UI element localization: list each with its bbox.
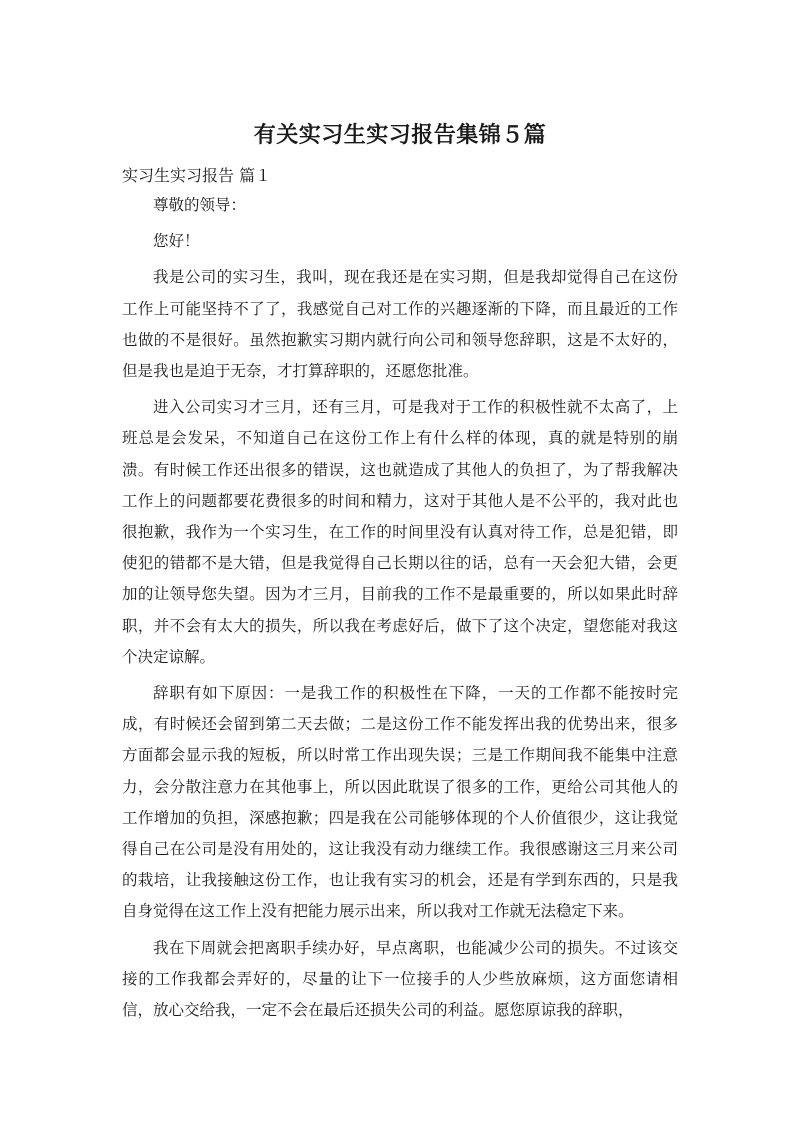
section-heading: 实习生实习报告 篇１	[122, 166, 272, 185]
salutation: 尊敬的领导：	[153, 196, 247, 214]
letter-body	[122, 190, 678, 1031]
paragraph-4: 我在下周就会把离职手续办好，早点离职，也能减少公司的损失。不过该交接的工作我都会弄好的，尽量的让下一位接手的人少些放麻烦，这方面您请相信，放心交给我，一定不会在最后还损失公司的利益。愿您原谅我的辞职，	[122, 938, 678, 1020]
document-title: 有关实习生实习报告集锦５篇	[253, 123, 547, 148]
paragraph-1: 我是公司的实习生，我叫，现在我还是在实习期，但是我却觉得自己在这份工作上可能坚持不了了，我感觉自己对工作的兴趣逐渐的下降，而且最近的工作也做的不是很好。虽然抱歉实习期内就行向公司和领导您辞职，这是不太好的，但是我也是迫于无奈，才打算辞职的，还愿您批准。	[122, 268, 678, 381]
paragraph-3: 辞职有如下原因：一是我工作的积极性在下降，一天的工作都不能按时完成，有时候还会留到第二天去做；二是这份工作不能发挥出我的优势出来，很多方面都会显示我的短板，所以时常工作出现失误；三是工作期间我不能集中注意力，会分散注意力在其他事上，所以因此耽误了很多的工作，更给公司其他人的工作增加的负担，深感抱歉；四是我在公司能够体现的个人价值很少，这让我觉得自己在公司是没有用处的，这让我没有动力继续工作。我很感谢这三月来公司的栽培，让我接触这份工作，也让我有实习的机会，还是有学到东西的，只是我自身觉得在这工作上没有把能力展示出来，所以我对工作就无法稳定下来。	[122, 684, 678, 921]
paragraph-2: 进入公司实习才三月，还有三月，可是我对于工作的积极性就不太高了，上班总是会发呆，不知道自己在这份工作上有什么样的体现，真的就是特别的崩溃。有时候工作还出很多的错误，这也就造成了其他人的负担了，为了帮我解决工作上的问题都要花费很多的时间和精力，这对于其他人是不公平的，我对此也很抱歉，我作为一个实习生，在工作的时间里没有认真对待工作，总是犯错，即使犯的错都不是大错，但是我觉得自己长期以往的话，总有一天会犯大错，会更加的让领导您失望。因为才三月，目前我的工作不是最重要的，所以如果此时辞职，并不会有太大的损失，所以我在考虑好后，做下了这个决定，望您能对我这个决定谅解。	[122, 398, 678, 666]
greeting: 您好！	[153, 232, 200, 251]
